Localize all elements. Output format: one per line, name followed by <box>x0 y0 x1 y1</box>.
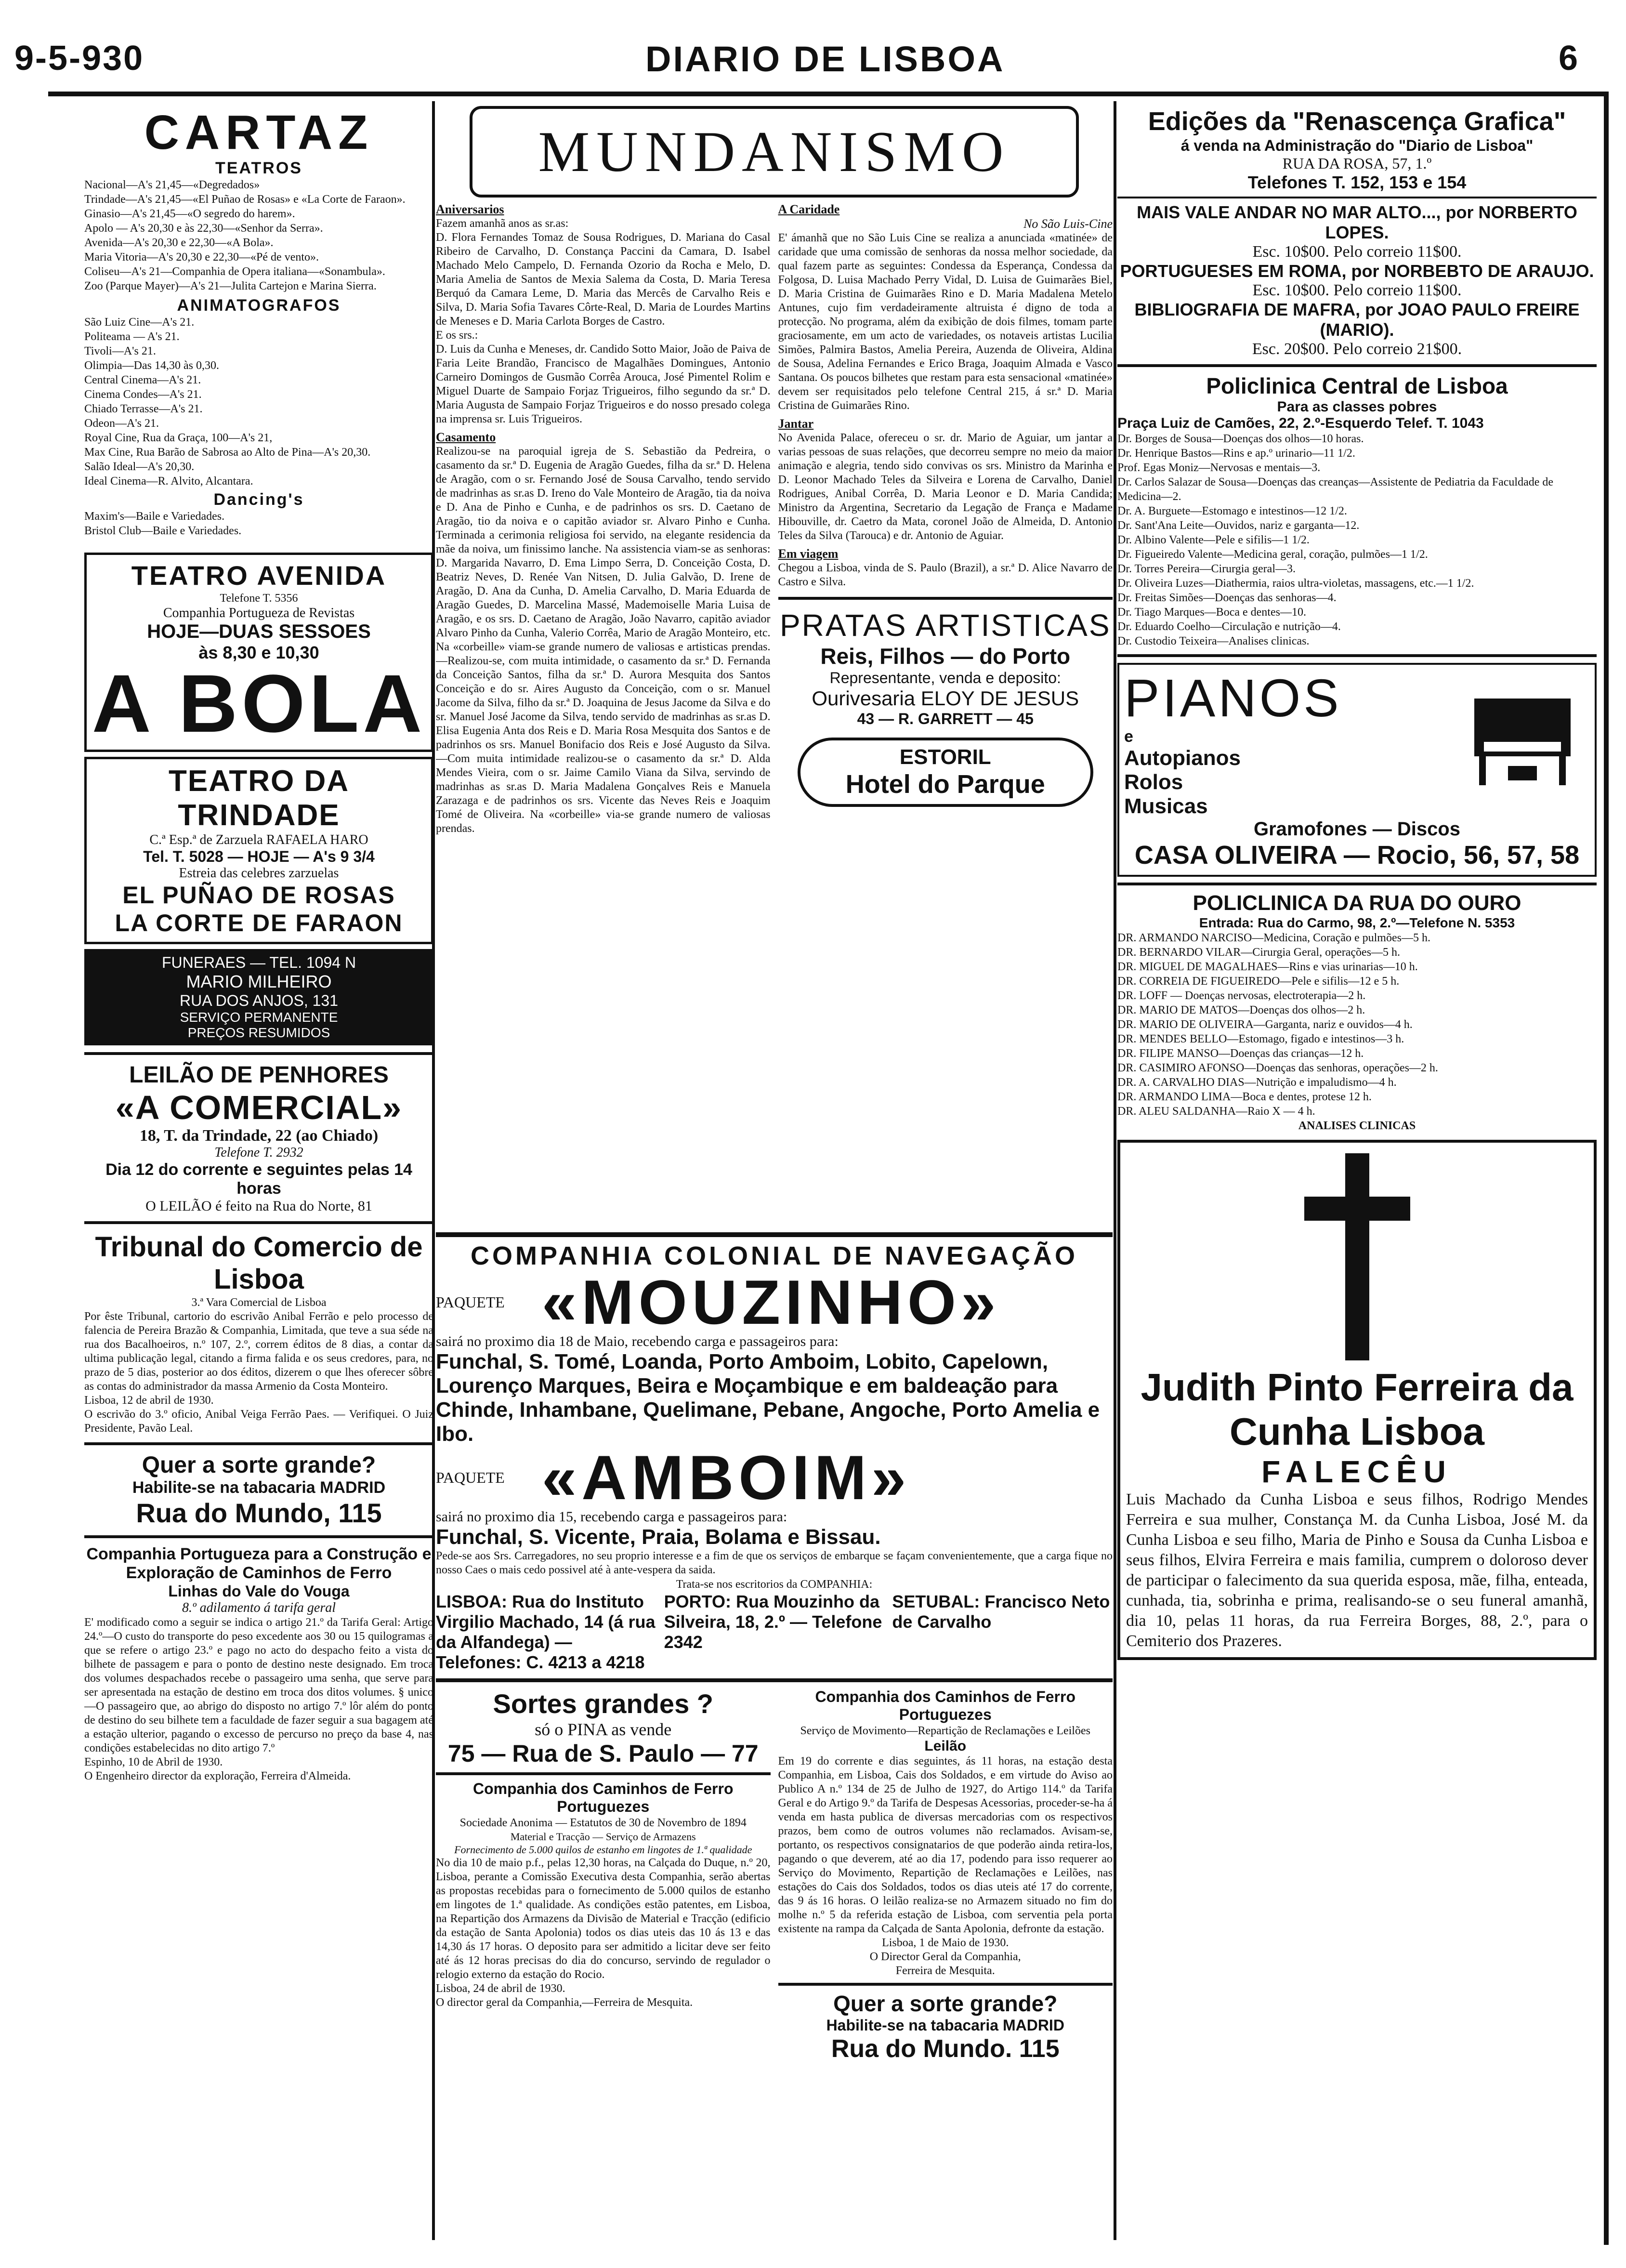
leilao-phone: Telefone T. 2932 <box>214 1145 303 1160</box>
section-divider <box>778 1983 1113 1986</box>
falecimento-body: Luis Machado da Cunha Lisboa e seus filhos, Rodrigo Mendes Ferreira e sua mulher, Constança M. da Cunha Lisboa, José M. da Cunha Lisboa e seu filho, Maria de Pinho e Sousa da Cunha Lisboa e seus filhos, Elvira Ferreira e mais familia, cumprem o doloroso dever de participar o falecimento da sua querida esposa, mãe, filha, enteada, cunhada, tia, sobrinha e prima, realisando-se o seu funeral amanhã, dia 10, pelas 11 horas, da rua Ferreira Borges, 88, 2.º, para o Cemiterio dos Prazeres. <box>1126 1490 1588 1650</box>
caridade-text: E' ámanhã que no São Luis Cine se realiza a anunciada «matinée» de caridade que uma comissão de senhoras da nossa melhor sociedade, da qual fazem parte as seguintes: Condessa da Esperança, Condessa da Folgosa, D. Luisa Machado Perry Vidal, D. Luisa de Guimarães Biel, D. Maria Cristina de Guimarães Rino e D. Maria Madalena Metelo Antunes, cujo fim verdadeiramente altruista é digno de toda a protecção. No programa, além da exibição de dois filmes, tomam parte graciosamente, em um acto de variedades, os notaveis artistas Lucilia Simões, Palmira Bastos, Amelia Pereira, Auzenda de Oliveira, Aldina de Sousa, Adelina Fernandes e Erico Braga, Joaquim Almada e Vasco Santana. Os poucos bilhetes que restam para esta sensacional «matinée» devem ser requisitados pelo telefone Central 215, á sr.ª D. Maria Cristina de Guimarães Rino. <box>778 232 1113 412</box>
vouga-signer: O Engenheiro director da exploração, Ferreira d'Almeida. <box>84 1770 351 1782</box>
cinema-listing: Salão Ideal—A's 20,30. <box>84 461 195 473</box>
navegacao-offices <box>436 1592 1113 1673</box>
sortes-pina-line3: 75 — Rua de S. Paulo — 77 <box>447 1740 759 1767</box>
aniversarios-intro: Fazem amanhã anos as sr.as: <box>436 217 569 230</box>
navegacao-ad <box>436 1241 1113 1673</box>
doctor-listing: DR. MENDES BELLO—Estomago, figado e intestinos—3 h. <box>1117 1033 1404 1045</box>
aniversarios-heading: Aniversarios <box>436 202 504 216</box>
ship1-name: «MOUZINHO» <box>542 1267 1001 1337</box>
pianos-line1: Autopianos <box>1124 746 1241 770</box>
doctor-listing: DR. CASIMIRO AFONSO—Doenças das senhoras, operações—2 h. <box>1117 1062 1438 1074</box>
tribunal-vara: 3.ª Vara Comercial de Lisboa <box>191 1296 327 1309</box>
cp-armazens-fornecimento: Fornecimento de 5.000 quilos de estanho em lingotes de 1.ª qualidade <box>454 1844 752 1856</box>
sorte-mid-line2: Habilite-se na tabacaria MADRID <box>826 2017 1064 2034</box>
page-number: 6 <box>1558 39 1578 78</box>
renascenca-addr: RUA DA ROSA, 57, 1.º <box>1282 155 1432 172</box>
tribunal-heading: Tribunal do Comercio de Lisboa <box>95 1231 423 1295</box>
sortes-pina-line2: só o PINA as vende <box>535 1720 672 1739</box>
newspaper-title: DIARIO DE LISBOA <box>645 39 1005 79</box>
dancing-listing: Bristol Club—Baile e Variedades. <box>84 525 242 537</box>
teatro-avenida-play: A BOLA <box>92 658 426 750</box>
renascenca-title: Edições da "Renascença Grafica" <box>1148 107 1566 136</box>
mundanismo-body <box>436 202 1113 1228</box>
pianos-e: e <box>1124 727 1133 746</box>
section-divider <box>84 1221 433 1224</box>
section-divider <box>1117 883 1597 885</box>
renascenca-ad <box>1117 106 1597 358</box>
section-divider <box>436 1678 1113 1682</box>
mundanismo-title: MUNDANISMO <box>470 106 1079 198</box>
pianos-line4: Gramofones — Discos <box>1253 818 1460 840</box>
vouga-notice <box>84 1545 433 1783</box>
cp-leilao-signer1: O Director Geral da Companhia, <box>869 1951 1021 1963</box>
renascenca-book2: PORTUGUESES EM ROMA, por NORBEBTO DE ARAUJO. <box>1120 261 1594 281</box>
section-divider <box>84 1052 433 1055</box>
doctor-listing: DR. MARIO DE OLIVEIRA—Garganta, nariz e ouvidos—4 h. <box>1117 1018 1413 1031</box>
ship1-sail: sairá no proximo dia 18 de Maio, recebendo carga e passageiros para: <box>436 1333 839 1349</box>
section-divider <box>436 1772 771 1775</box>
teatro-avenida-times: às 8,30 e 10,30 <box>198 643 319 662</box>
policlinica-lisboa-ad <box>1117 373 1597 648</box>
cinema-listing: Royal Cine, Rua da Graça, 100—A's 21, <box>84 432 273 444</box>
teatro-trindade-name: TEATRO DA TRINDADE <box>168 765 350 832</box>
vouga-line: Linhas do Vale do Vouga <box>168 1582 350 1600</box>
pratas-shop: Ourivesaria ELOY DE JESUS <box>812 687 1079 710</box>
paquete1-label: PAQUETE <box>436 1293 505 1311</box>
column-divider <box>1114 101 1116 2240</box>
cinema-listing: Ideal Cinema—R. Alvito, Alcantara. <box>84 475 253 488</box>
section-divider <box>1117 654 1597 657</box>
falecimento-faleceu: FALECÊU <box>1261 1454 1453 1489</box>
viagem-heading: Em viagem <box>778 547 839 561</box>
cinema-listing: Politeama — A's 21. <box>84 330 180 343</box>
policlinica-lisboa-heading: Policlinica Central de Lisboa <box>1206 373 1508 398</box>
casamento-heading: Casamento <box>436 430 496 444</box>
doctor-listing: Dr. Torres Pereira—Cirurgia geral—3. <box>1117 563 1296 575</box>
vouga-date: Espinho, 10 de Abril de 1930. <box>84 1756 223 1768</box>
pianos-title: PIANOS <box>1124 669 1342 728</box>
leilao-address: 18, T. da Trindade, 22 (ao Chiado) <box>139 1127 379 1145</box>
caridade-heading: A Caridade <box>778 202 840 216</box>
cinema-listing: Cinema Condes—A's 21. <box>84 388 202 401</box>
renascenca-phones: Telefones T. 152, 153 e 154 <box>1247 172 1467 192</box>
pratas-ad <box>778 607 1113 728</box>
cinema-listing: São Luiz Cine—A's 21. <box>84 316 195 329</box>
office-porto: PORTO: Rua Mouzinho da Silveira, 18, 2.º — Telefone 2342 <box>664 1592 882 1652</box>
casamento-text: Realizou-se na paroquial igreja de S. Sebastião da Pedreira, o casamento da sr.ª D. Eugenia de Aragão Guedes, filha da sr.ª D. Helena de Aragão, com o sr. Fernando José de Sousa Carvalho, tendo servido de madrinhas as sr.as D. Ireno do Vale Monteiro de Aragão, tia da noiva e D. Ana de Pinho e Cunha, e de padrinhos os srs. D. Caetano de Aragão, tio da noiva e o capitão aviador sr. Alvaro Pinho e Cunha. Terminada a cerimonia religiosa foi servido, na elegante residencia da mãe da noiva, um finissimo lanche. Na assistencia viam-se as senhoras: D. Margarida Navarro, D. Ema Limpo Serra, D. Conceição Costa, D. Beatriz Neves, D. Renée Van Nitsen, D. Julia Galvão, D. Irene de Aragão, D. Ana da Cunha, D. Amelia Carvalho, D. Maria Eduarda de Aragão Guedes, D. Marcelina Massé, Mademoiselle Maria Luisa de Aragão, e os srs. D. Caetano de Aragão, João Navarro, capitão aviador Alvaro Pinho da Cunha, Valerio Corrêa, Mario de Aragão Monteiro, etc. Na «corbeille» viam-se grande numero de valiosas e artisticas prendas. —Realizou-se, com muita intimidade, o casamento da sr.ª D. Fernanda da Conceição Santos, filha da sr.ª D. Aurora Mesquita dos Santos Conceição e do sr. Aires Augusto da Conceição, com o sr. Manuel Jacome da Silva, filho da sr.ª D. Joaquina de Jesus Jacome da Silva e do sr. Manuel José Jacome da Silva, tendo servido de madrinhas as sr.as D. Elisa Eugenia Anta dos Reis e D. Maria Rosa Mesquita dos Santos e de padrinhos os srs. Manuel Bonifacio dos Reis e José Augusto da Silva. —Com muita intimidade realizou-se o casamento da sr.ª D. Alda Mendes Vieira, com o sr. Jaime Camilo Viana da Silva, servindo de madrinhas as sr.as D. Maria Madalena Gonçalves Reis e Manuela Zarazaga e de padrinhos os srs. Vicente das Neves Reis e Joaquim Tomé de Oliveira. Na «corbeille» via-se grande numero de valiosas prendas. <box>436 445 771 835</box>
cp-armazens-heading: Companhia dos Caminhos de Ferro Portuguezes <box>472 1780 734 1815</box>
doctor-listing: DR. ARMANDO NARCISO—Medicina, Coração e pulmões—5 h. <box>1117 932 1430 944</box>
animatografos-list <box>84 315 433 488</box>
section-divider <box>1117 197 1597 198</box>
falecimento-notice <box>1117 1140 1597 1660</box>
sorte-grande-ad-mid <box>778 1991 1113 2063</box>
teatro-trindade-company: C.ª Esp.ª de Zarzuela RAFAELA HARO <box>149 832 368 847</box>
leilao-ad <box>84 1062 433 1214</box>
funeraes-line2: MARIO MILHEIRO <box>186 972 332 991</box>
cp-armazens-notice <box>436 1780 771 2010</box>
vouga-body: E' modificado como a seguir se indica o artigo 21.º da Tarifa Geral: Artigo 24.º—O custo do transporte do peso excedente aos 30 ou 15 quilogramas a que se refere o artigo 23.º e pago no acto do despacho feito a vista do bilhete de passagem e para o ponto de destino neste designado. Em troca dos volumes despachados recebe o passageiro uma senha, que serve para ser apresentada na estação de destino em troca dos ditos volumes. § unico—O passageiro que, ao abrigo do disposto no artigo 7.º lôr além do ponto de destino do seu bilhete tem a faculdade de fazer seguir a sua bagagem até a estação ulterior, pagando o excesso de percurso no preço da base 4, nas condições estabelecidas no dito artigo 7.º <box>84 1616 433 1754</box>
teatros-heading: TEATROS <box>215 159 302 177</box>
renascenca-book3: BIBLIOGRAFIA DE MAFRA, por JOAO PAULO FREIRE (MARIO). <box>1134 300 1580 340</box>
issue-date: 9-5-930 <box>14 39 144 78</box>
cross-icon <box>1304 1153 1410 1360</box>
viagem-text: Chegou a Lisboa, vinda de S. Paulo (Brazil), a sr.ª D. Alice Navarro de Castro e Silva. <box>778 562 1113 588</box>
doctor-listing: Dr. Sant'Ana Leite—Ouvidos, nariz e garganta—12. <box>1117 519 1360 532</box>
top-rule <box>48 92 1609 96</box>
teatro-listing: Ginasio—A's 21,45—«O segredo do harem». <box>84 208 295 220</box>
cp-armazens-sub: Sociedade Anonima — Estatutos de 30 de Novembro de 1894 <box>459 1817 747 1829</box>
sorte-line1: Quer a sorte grande? <box>142 1452 376 1478</box>
cinema-listing: Olimpia—Das 14,30 às 0,30. <box>84 359 219 372</box>
tribunal-body: Por êste Tribunal, cartorio do escrivão Anibal Ferrão e pelo processo de falencia de Pereira Brazão & Companhia, Limitada, que teve a sua séde na rua dos Bacalhoeiros, n.º 107, 2.º, correm éditos de 8 dias, a contar da ultima publicação legal, citando a firma falida e os seus credores, para, no prazo de 5 dias, posterior ao dos éditos, dizerem o que lhes oferecer sôbre as contas do administrador da massa Armenio da Costa Monteiro. <box>84 1310 433 1393</box>
aniversarios-men-intro: E os srs.: <box>436 329 478 342</box>
estoril-line1: ESTORIL <box>899 745 991 769</box>
sorte-line3: Rua do Mundo, 115 <box>136 1498 382 1528</box>
cp-leilao-sub: Serviço de Movimento—Repartição de Reclamações e Leilões <box>800 1725 1090 1737</box>
aniversarios-ladies: D. Flora Fernandes Tomaz de Sousa Rodrigues, D. Mariana do Casal Ribeiro de Carvalho, D. Constança Paccini da Camara, D. Isabel Machado Melo Campelo, D. Fernanda Ozorio da Rocha e Melo, D. Maria Amelia de Santos de Mexia Salema da Costa, D. Maria Teresa Berquó da Camara Leme, D. Maria das Mercês de Carvalho Reis e Silva, D. Maria Sofia Tavares Côrte-Real, D. Maria de Lourdes Martins de Meneses e D. Maria Carlota Borges de Castro. <box>436 231 771 328</box>
sortes-pina-line1: Sortes grandes ? <box>493 1688 713 1719</box>
teatro-trindade-play2: LA CORTE DE FARAON <box>115 910 403 936</box>
policlinica-ouro-footer: ANALISES CLINICAS <box>1298 1120 1416 1132</box>
policlinica-ouro-heading: POLICLINICA DA RUA DO OURO <box>1193 891 1521 915</box>
pratas-title: PRATAS ARTISTICAS <box>779 608 1111 643</box>
doctor-listing: Dr. Henrique Bastos—Rins e ap.º urinario—11 1/2. <box>1117 447 1355 460</box>
doctor-listing: DR. LOFF — Doenças nervosas, electroterapia—2 h. <box>1117 989 1366 1002</box>
doctor-listing: Dr. Custodio Teixeira—Analises clinicas. <box>1117 635 1310 647</box>
policlinica-ouro-ad <box>1117 891 1597 1133</box>
dancing-listing: Maxim's—Baile e Variedades. <box>84 510 225 523</box>
cinema-listing: Max Cine, Rua Barão de Sabrosa ao Alto de Pina—A's 20,30. <box>84 446 371 459</box>
piano-icon <box>1465 670 1590 795</box>
cp-leilao-signer2: Ferreira de Mesquita. <box>895 1965 995 1977</box>
renascenca-book1: MAIS VALE ANDAR NO MAR ALTO..., por NORBERTO LOPES. <box>1137 202 1577 242</box>
jantar-text: No Avenida Palace, ofereceu o sr. dr. Mario de Aguiar, um jantar a varias pessoas de suas relações, que decorreu sempre no meio da maior animação e alegria, tendo sido convivas os srs. Ministro da Marinha e D. Leonor Machado Teles da Silveira e Lorena de Carvalho, Daniel Rodrigues, Anibal Corrêa, D. Maria Leonor e D. Maria Candida; Ministro da Argentina, Secretario da Legação de França e Madame Hibouville, dr. Caetro da Mata, coronel João de Almeida, D. Antonio Teles da Silva (Tarouca) e dr. Antonio de Aguiar. <box>778 432 1113 542</box>
teatro-listing: Nacional—A's 21,45—«Degredados» <box>84 179 260 191</box>
pratas-firm: Reis, Filhos — do Porto <box>820 644 1071 669</box>
leilao-note: O LEILÃO é feito na Rua do Norte, 81 <box>145 1198 372 1214</box>
paquete2-label: PAQUETE <box>436 1468 505 1486</box>
doctor-listing: Dr. Freitas Simões—Doenças das senhoras—4. <box>1117 592 1337 604</box>
cp-leilao-notice <box>778 1688 1113 1978</box>
navegacao-offices-intro: Trata-se nos escritorios da COMPANHIA: <box>676 1578 873 1591</box>
funeraes-ad <box>84 949 433 1045</box>
section-divider <box>436 1232 1113 1237</box>
right-column <box>1117 106 1597 2240</box>
teatro-listing: Avenida—A's 20,30 e 22,30—«A Bola». <box>84 237 274 249</box>
pianos-ad <box>1117 663 1597 877</box>
sorte-mid-line1: Quer a sorte grande? <box>833 1991 1058 2016</box>
dancings-heading: Dancing's <box>213 490 304 509</box>
teatro-trindade-play1: EL PUÑAO DE ROSAS <box>122 882 395 909</box>
animatografos-heading: ANIMATOGRAFOS <box>177 296 341 315</box>
pratas-addr: 43 — R. GARRETT — 45 <box>857 710 1034 727</box>
funeraes-line1: FUNERAES — TEL. 1094 N <box>161 954 356 971</box>
cp-leilao-date: Lisboa, 1 de Maio de 1930. <box>882 1937 1009 1949</box>
section-divider <box>778 597 1113 600</box>
cp-leilao-title: Leilão <box>924 1738 967 1754</box>
renascenca-price1: Esc. 10$00. Pelo correio 11$00. <box>1252 243 1462 261</box>
doctor-listing: Dr. Borges de Sousa—Doenças dos olhos—10 horas. <box>1117 433 1364 445</box>
teatro-trindade-tel: Tel. T. 5028 — HOJE — A's 9 3/4 <box>143 848 375 865</box>
funeraes-line5: PREÇOS RESUMIDOS <box>187 1025 330 1040</box>
masthead <box>0 29 1626 92</box>
cp-armazens-material: Material e Tracção — Serviço de Armazens <box>510 1831 696 1843</box>
ship1-ports: Funchal, S. Tomé, Loanda, Porto Amboim, Lobito, Capelown, Lourenço Marques, Beira e Moçambique e em baldeação para Chinde, Inhambane, Quelimane, Pebane, Angoche, Porto Amelia e Ibo. <box>436 1350 1100 1446</box>
section-divider <box>84 1442 433 1445</box>
policlinica-lisboa-addr: Praça Luiz de Camões, 22, 2.º-Esquerdo Telef. T. 1043 <box>1117 415 1484 431</box>
cp-armazens-body: No dia 10 de maio p.f., pelas 12,30 horas, na Calçada do Duque, n.º 20, Lisboa, perante a Comissão Executiva desta Companhia, serão abertas as propostas recebidas para o fornecimento de 5.000 quilos de estanho em lingotes de 1.ª qualidade. As condições estão patentes, em Lisboa, na Repartição dos Armazens da Divisão de Material e Tracção (edificio da estação de Santa Apolonia) todos os dias uteis das 10 ás 13 e das 14,30 ás 17 horas. O deposito para ser admitido a licitar deve ser feito até ás 12 horas precisas do dia do concurso, servindo de regulador o relogio externo da estação do Rocio. <box>436 1857 771 1981</box>
estoril-ad <box>798 738 1094 807</box>
leilao-heading: LEILÃO DE PENHORES <box>129 1062 389 1088</box>
estoril-line2: Hotel do Parque <box>845 770 1045 799</box>
caridade-sub: No São Luis-Cine <box>1023 217 1113 231</box>
ship2-sail: sairá no proximo dia 15, recebendo carga e passageiros para: <box>436 1509 787 1525</box>
section-divider <box>84 1535 433 1538</box>
office-setubal: SETUBAL: Francisco Neto de Carvalho <box>892 1592 1110 1632</box>
cp-leilao-heading: Companhia dos Caminhos de Ferro Portuguezes <box>815 1688 1075 1723</box>
cinema-listing: Chiado Terrasse—A's 21. <box>84 403 203 415</box>
cartaz-title: CARTAZ <box>144 106 374 159</box>
renascenca-sub: á venda na Administração do "Diario de Lisboa" <box>1180 137 1534 154</box>
tribunal-signers: O escrivão do 3.º oficio, Anibal Veiga Ferrão Paes. — Verifiquei. O Juiz Presidente, Pavão Leal. <box>84 1408 433 1435</box>
leilao-dates: Dia 12 do corrente e seguintes pelas 14 horas <box>105 1160 412 1198</box>
ship2-name: «AMBOIM» <box>542 1442 911 1513</box>
cinema-listing: Odeon—A's 21. <box>84 417 159 430</box>
doctor-listing: DR. ALEU SALDANHA—Raio X — 4 h. <box>1117 1105 1315 1118</box>
aniversarios-men: D. Luis da Cunha e Meneses, dr. Candido Sotto Maior, João de Paiva de Faria Leite Brandão, Francisco de Magalhães Domingues, Antonio Carneiro Domingos de Gusmão Corrêa Arouca, José Pimentel Rolim e Miguel Duarte de Sampaio Forjaz Trigueiros, filho segundo da sr.ª D. Maria Augusta de Sampaio Forjaz Trigueiros e do nosso presado colega na imprensa sr. Luis Trigueiros. <box>436 343 771 425</box>
doctor-listing: DR. FILIPE MANSO—Doenças das crianças—12 h. <box>1117 1047 1364 1060</box>
teatro-listing: Zoo (Parque Mayer)—A's 21—Julita Cartejon e Marina Sierra. <box>84 280 377 292</box>
funeraes-line4: SERVIÇO PERMANENTE <box>180 1010 338 1025</box>
doctor-listing: Dr. Oliveira Luzes—Diathermia, raios ultra-violetas, massagens, etc.—1 1/2. <box>1117 577 1474 590</box>
policlinica-ouro-sub: Entrada: Rua do Carmo, 98, 2.º—Telefone N. 5353 <box>1199 915 1515 930</box>
teatro-avenida-company: Companhia Portugueza de Revistas <box>163 606 355 620</box>
doctor-listing: Dr. Albino Valente—Pele e sifilis—1 1/2. <box>1117 534 1310 546</box>
office-lisboa: LISBOA: Rua do Instituto Virgilio Machado, 14 (á rua da Alfandega) — Telefones: C. 4213 a 4218 <box>436 1592 656 1672</box>
doctor-listing: DR. CORREIA DE FIGUEIREDO—Pele e sifilis—12 e 5 h. <box>1117 975 1400 988</box>
teatro-trindade-premiere: Estreia das celebres zarzuelas <box>179 866 339 881</box>
sorte-line2: Habilite-se na tabacaria MADRID <box>132 1478 386 1497</box>
policlinica-lisboa-doctors <box>1117 432 1597 648</box>
cp-armazens-date: Lisboa, 24 de abril de 1930. <box>436 1982 565 1995</box>
doctor-listing: Dr. Carlos Salazar de Sousa—Doenças das creanças—Assistente de Pediatria da Faculdade de Medicina—2. <box>1117 476 1554 503</box>
navegacao-company: COMPANHIA COLONIAL DE NAVEGAÇÃO <box>470 1241 1078 1270</box>
teatro-avenida-name: TEATRO AVENIDA <box>131 560 387 591</box>
policlinica-lisboa-sub: Para as classes pobres <box>1277 399 1437 415</box>
vouga-heading: Companhia Portugueza para a Construção e Exploração de Caminhos de Ferro <box>86 1545 432 1582</box>
cp-leilao-body: Em 19 do corrente e dias seguintes, ás 11 horas, na estação desta Companhia, em Lisboa, Cais dos Soldados, e em virtude do Aviso ao Publico A n.º 134 de 25 de Julho de 1927, do Artigo 114.º da Tarifa Geral e do Artigo 9.º da Tarifa de Despesas Acessorias, proceder-se-ha á venda em hasta publica de diversas mercadorias com os respectivos prazos, bem como de outros volumes não reclamados. Avisam-se, portanto, os respectivos consignatarios de que poderão ainda retira-los, pagando o que deverem, até ao dia 17, podendo para isso requerer ao Serviço do Movimento, Repartição de Reclamações e Leilões, nas estações do Cais dos Soldados, todos os dias uteis até 17 do corrente, das 9 ás 16 horas. O leilão realiza-se no Armazem situado no fim do molhe n.º 5 da referida estação de Lisboa, com serventia pela porta existente na rampa da Calçada de Santa Apolonia, defronte da estação. <box>778 1755 1113 1935</box>
pianos-shop: CASA OLIVEIRA — Rocio, 56, 57, 58 <box>1134 841 1580 870</box>
doctor-listing: DR. BERNARDO VILAR—Cirurgia Geral, operações—5 h. <box>1117 946 1401 959</box>
teatros-list <box>84 178 433 293</box>
doctor-listing: Dr. Tiago Marques—Boca e dentes—10. <box>1117 606 1306 619</box>
teatro-listing: Apolo — A's 20,30 e às 22,30—«Senhor da Serra». <box>84 222 323 235</box>
cp-armazens-signer: O director geral da Companhia,—Ferreira de Mesquita. <box>436 1996 693 2009</box>
renascenca-price3: Esc. 20$00. Pelo correio 21$00. <box>1252 340 1462 358</box>
left-column <box>84 106 433 2240</box>
doctor-listing: Dr. Figueiredo Valente—Medicina geral, coração, pulmões—1 1/2. <box>1117 548 1428 561</box>
sortes-pina-ad <box>436 1688 771 1767</box>
doctor-listing: Prof. Egas Moniz—Nervosas e mentais—3. <box>1117 462 1321 474</box>
doctor-listing: DR. MARIO DE MATOS—Doenças dos olhos—2 h. <box>1117 1004 1365 1016</box>
pratas-rep: Representante, venda e deposito: <box>829 669 1061 686</box>
ship2-ports: Funchal, S. Vicente, Praia, Bolama e Bissau. <box>436 1525 881 1549</box>
teatro-avenida-today: HOJE—DUAS SESSOES <box>147 621 371 642</box>
sorte-mid-line3: Rua do Mundo. 115 <box>831 2035 1060 2063</box>
teatro-listing: Trindade—A's 21,45—«El Puñao de Rosas» e «La Corte de Faraon». <box>84 193 406 206</box>
dancings-list <box>84 509 433 538</box>
falecimento-name: Judith Pinto Ferreira da Cunha Lisboa <box>1141 1366 1574 1453</box>
funeraes-line3: RUA DOS ANJOS, 131 <box>179 992 338 1009</box>
doctor-listing: Dr. Eduardo Coelho—Circulação e nutrição—4. <box>1117 620 1341 633</box>
middle-column <box>436 106 1113 2240</box>
doctor-listing: DR. ARMANDO LIMA—Boca e dentes, protese 12 h. <box>1117 1091 1372 1103</box>
navegacao-note: Pede-se aos Srs. Carregadores, no seu proprio interesse e a fim de que os serviços de embarque se façam convenientemente, que a carga fique no nosso Caes o mais cedo possivel até à ante-vespera da saida. <box>436 1550 1113 1576</box>
right-border <box>1604 96 1609 2245</box>
leilao-name: «A COMERCIAL» <box>115 1089 403 1126</box>
pianos-line2: Rolos <box>1124 770 1183 794</box>
section-divider <box>1117 364 1597 367</box>
cinema-listing: Tivoli—A's 21. <box>84 345 156 357</box>
teatro-listing: Maria Vitoria—A's 20,30 e 22,30—«Pé de vento». <box>84 251 319 264</box>
doctor-listing: DR. MIGUEL DE MAGALHAES—Rins e vias urinarias—10 h. <box>1117 961 1418 973</box>
tribunal-notice <box>84 1231 433 1436</box>
renascenca-price2: Esc. 10$00. Pelo correio 11$00. <box>1252 281 1462 299</box>
teatro-listing: Coliseu—A's 21—Companhia de Opera italiana—«Sonambula». <box>84 265 385 278</box>
sorte-grande-ad <box>84 1452 433 1529</box>
policlinica-ouro-doctors <box>1117 931 1597 1119</box>
teatro-avenida-phone: Telefone T. 5356 <box>220 592 298 605</box>
doctor-listing: Dr. A. Burguete—Estomago e intestinos—12 1/2. <box>1117 505 1347 517</box>
doctor-listing: DR. A. CARVALHO DIAS—Nutrição e impaludismo—4 h. <box>1117 1076 1397 1089</box>
tribunal-date: Lisboa, 12 de abril de 1930. <box>84 1394 214 1407</box>
vouga-sub: 8.º adilamento á tarifa geral <box>182 1600 336 1615</box>
teatro-trindade-ad <box>84 757 433 944</box>
jantar-heading: Jantar <box>778 417 814 431</box>
cinema-listing: Central Cinema—A's 21. <box>84 374 201 386</box>
pianos-line3: Musicas <box>1124 794 1208 818</box>
teatro-avenida-ad <box>84 553 433 752</box>
lower-middle <box>436 1688 1113 2240</box>
